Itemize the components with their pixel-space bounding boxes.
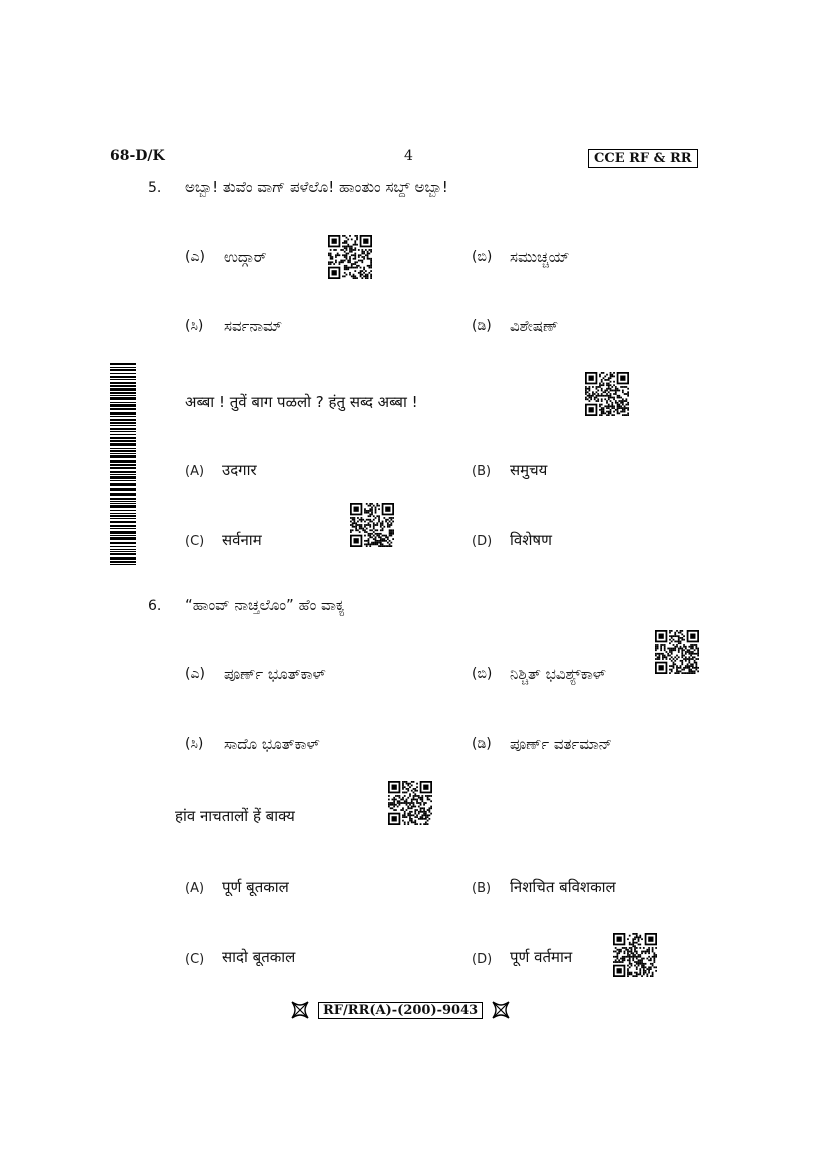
option-text: ಪೂರ್ಣ್ ವರ್ತಮಾನ್: [510, 735, 612, 753]
exam-title-box: CCE RF & RR: [588, 149, 698, 168]
paper-code: 68-D/K: [110, 148, 165, 164]
question-number: 5.: [148, 180, 162, 196]
question-text-devanagari: हांव नाचतालों हें बाक्य: [175, 807, 295, 825]
option-label: (ಎ): [185, 249, 205, 265]
option-text: उदगार: [222, 461, 257, 479]
option-text: सादो बूतकाल: [222, 948, 296, 966]
option-text: ಸಾದೊ ಭೂತ್‌ಕಾಳ್: [224, 735, 320, 753]
option-text: पूर्ण बूतकाल: [222, 878, 289, 896]
option-text: सर्वनाम: [222, 531, 262, 549]
qr-code-icon: [350, 503, 394, 547]
question-text-kannada: “ಹಾಂವ್ ನಾಚ್ತಲೊಂ” ಹೆಂ ವಾಕ್ಯ: [185, 596, 345, 614]
option-label: (B): [472, 464, 492, 479]
ornament-icon: [491, 1000, 511, 1020]
option-label: (ಸಿ): [185, 736, 204, 752]
option-label: (ಎ): [185, 666, 205, 682]
option-text: निशचित बविशकाल: [510, 878, 616, 896]
option-text: ಉದ್ಗಾರ್: [224, 248, 267, 266]
option-label: (B): [472, 881, 492, 896]
qr-code-icon: [585, 372, 629, 416]
option-text: ಸರ್ವನಾಮ್: [224, 317, 283, 335]
option-text: ಪೂರ್ಣ್ ಭೂತ್‌ಕಾಳ್: [224, 665, 326, 683]
option-text: ವಿಶೇಷಣ್: [510, 317, 559, 335]
barcode-icon: [110, 363, 136, 565]
option-label: (D): [472, 534, 493, 549]
option-label: (ಬಿ): [472, 249, 493, 265]
qr-code-icon: [655, 630, 699, 674]
option-label: (ಬಿ): [472, 666, 493, 682]
option-label: (ಡಿ): [472, 736, 492, 752]
option-text: ಸಮುಚ್ಚಯ್: [510, 248, 570, 266]
page-number: 4: [404, 148, 413, 164]
qr-code-icon: [613, 933, 657, 977]
option-label: (ಡಿ): [472, 318, 492, 334]
footer: [290, 1000, 511, 1020]
footer-code: RF/RR(A)-(200)-9043: [318, 1002, 483, 1019]
question-number: 6.: [148, 598, 162, 614]
option-label: (ಸಿ): [185, 318, 204, 334]
option-text: ನಿಶ್ಚಿತ್ ಭವಿಶ್ಯ್‌ಕಾಳ್: [510, 665, 606, 683]
question-text-kannada: ಅಬ್ಬಾ! ತುವೆಂ ವಾಗ್ ಪಳೆಲೊ! ಹಾಂತುಂ ಸಬ್ದ್ ಅಬ್ಬಾ!: [185, 178, 448, 196]
qr-code-icon: [328, 235, 372, 279]
question-text-devanagari: अब्बा ! तुवें बाग पळलो ? हंतु सब्द अब्बा !: [185, 393, 418, 411]
option-label: (A): [185, 464, 205, 479]
qr-code-icon: [388, 781, 432, 825]
option-text: पूर्ण वर्तमान: [510, 948, 573, 966]
option-label: (C): [185, 534, 205, 549]
option-label: (D): [472, 952, 493, 967]
option-text: विशेषण: [510, 531, 552, 549]
option-label: (C): [185, 952, 205, 967]
option-text: समुचय: [510, 461, 548, 479]
ornament-icon: [290, 1000, 310, 1020]
option-label: (A): [185, 881, 205, 896]
